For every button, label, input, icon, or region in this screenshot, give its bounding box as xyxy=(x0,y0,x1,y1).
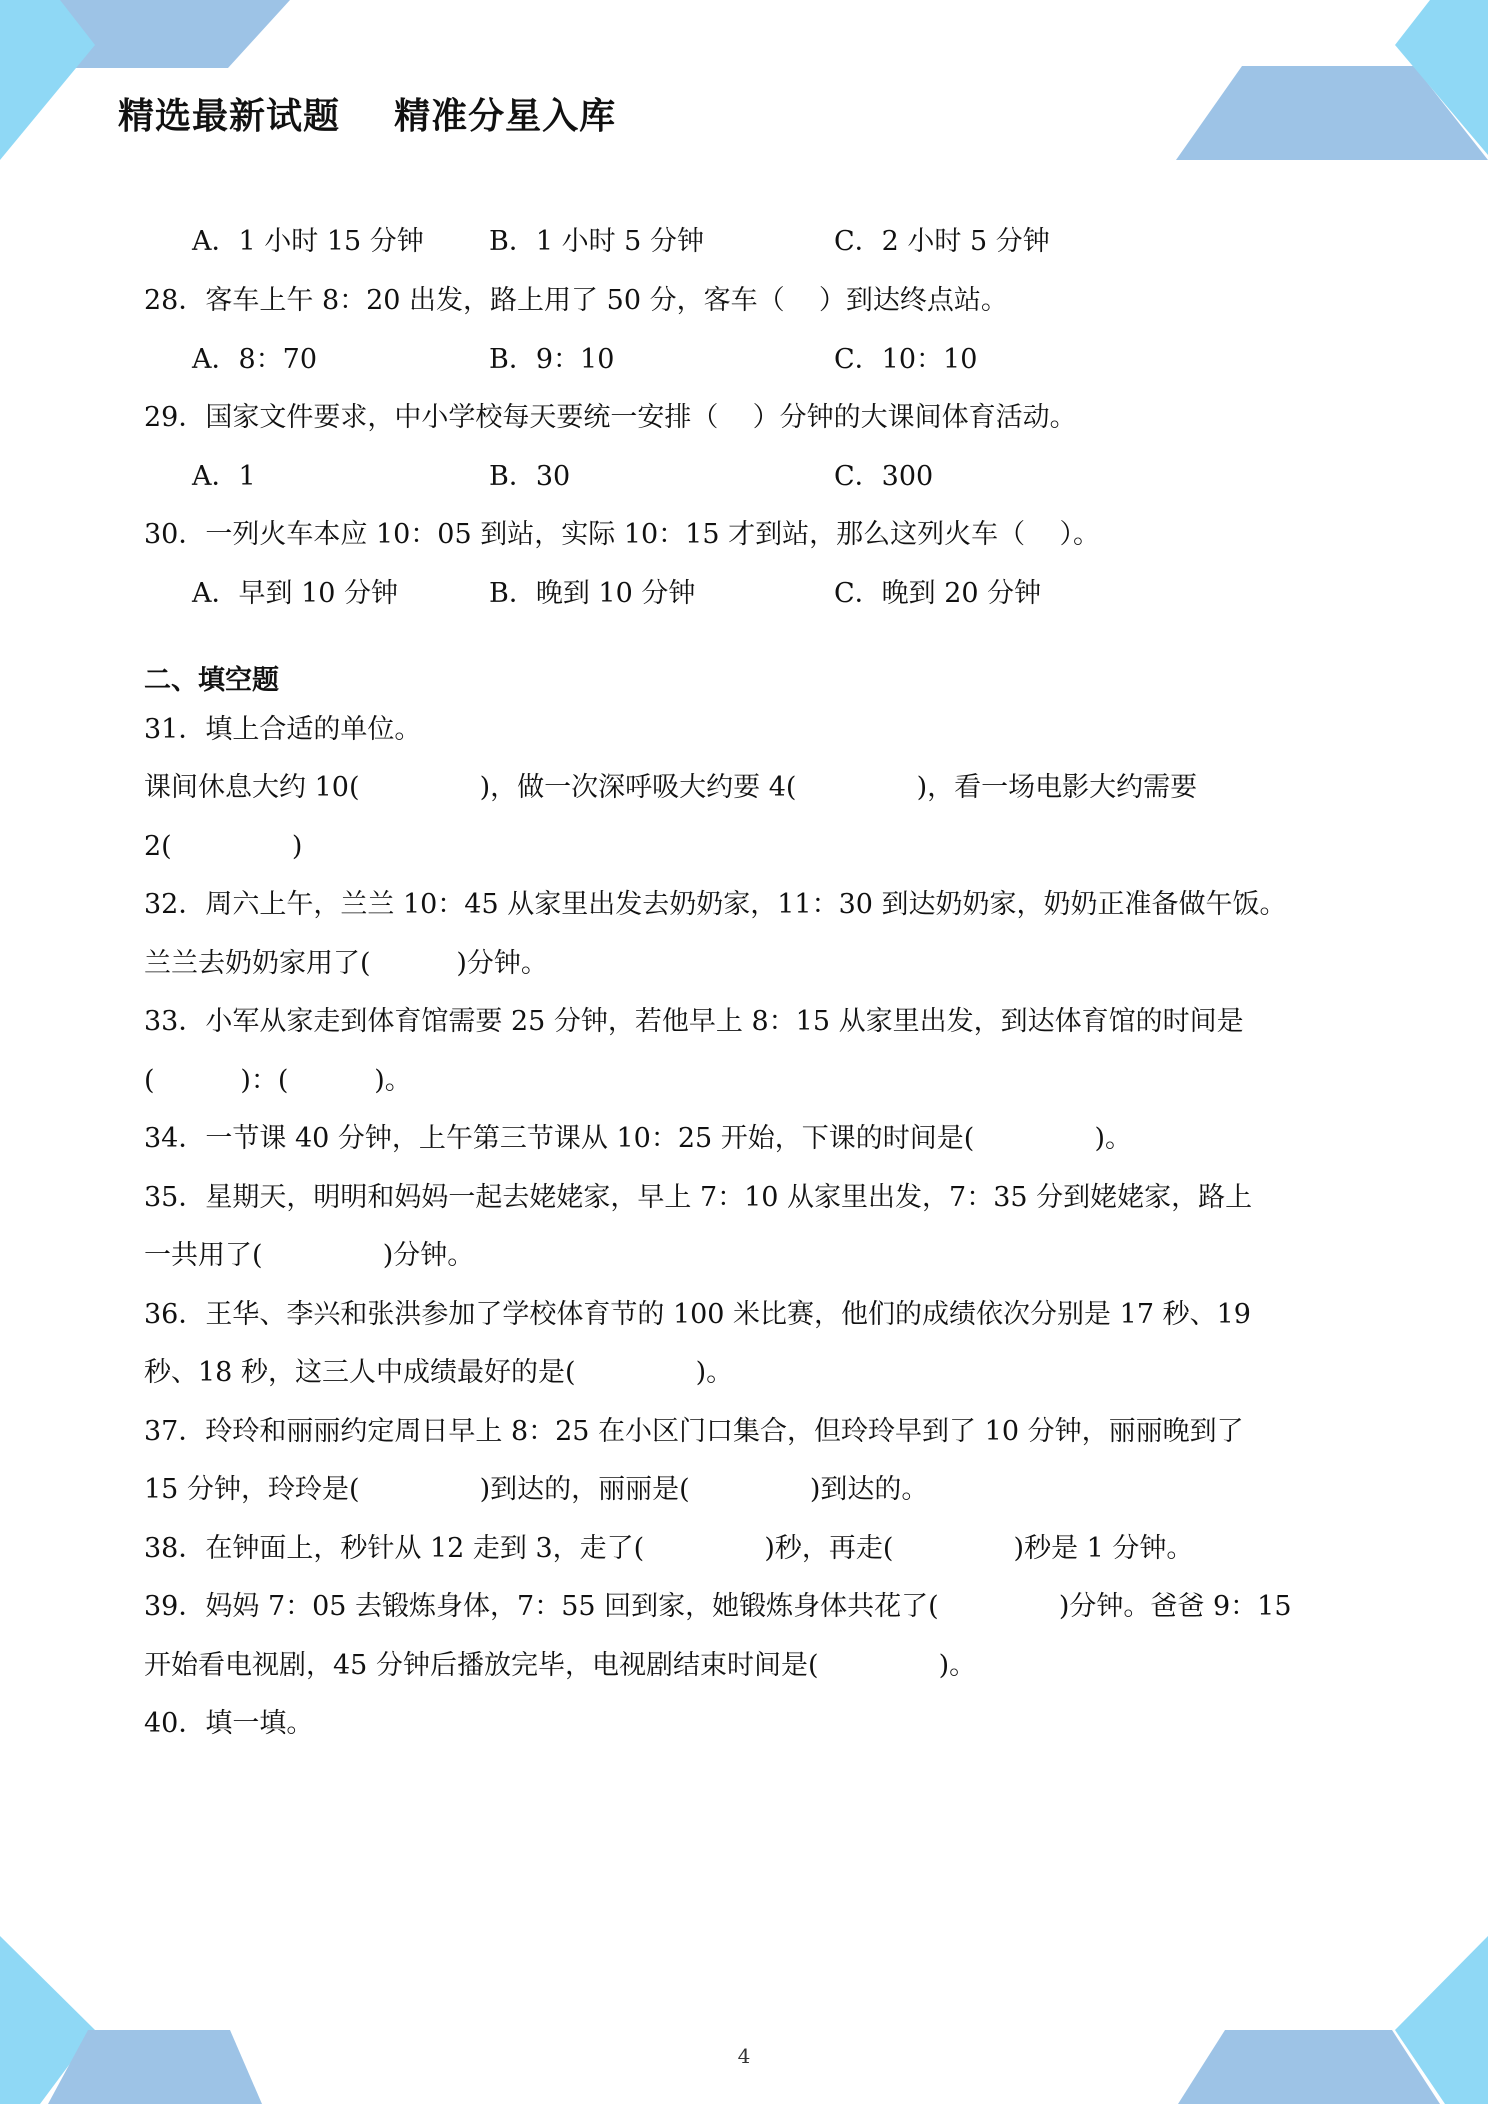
question-line: ( )：( )。 xyxy=(144,1065,412,1096)
q28-option-a: A．8：70 xyxy=(192,344,318,375)
section-title: 二、填空题 xyxy=(144,665,279,696)
q28-stem: 28．客车上午 8：20 出发，路上用了 50 分，客车（ ）到达终点站。 xyxy=(144,285,1008,316)
q27-option-c: C．2 小时 5 分钟 xyxy=(834,226,1050,257)
question-line: 32．周六上午，兰兰 10：45 从家里出发去奶奶家，11：30 到达奶奶家，奶奶正准备做午饭。 xyxy=(144,889,1287,920)
page-number: 4 xyxy=(737,2044,751,2068)
question-line: 39．妈妈 7：05 去锻炼身体，7：55 回到家，她锻炼身体共花了( )分钟。爸爸 9：15 xyxy=(144,1591,1292,1622)
question-line: 33．小军从家走到体育馆需要 25 分钟，若他早上 8：15 从家里出发，到达体育馆的时间是 xyxy=(144,1006,1244,1037)
question-line: 38．在钟面上，秒针从 12 走到 3，走了( )秒，再走( )秒是 1 分钟。 xyxy=(144,1533,1194,1564)
question-line: 36．王华、李兴和张洪参加了学校体育节的 100 米比赛，他们的成绩依次分别是 17 秒、19 xyxy=(144,1299,1251,1330)
question-line: 35．星期天，明明和妈妈一起去姥姥家，早上 7：10 从家里出发，7：35 分到姥姥家，路上 xyxy=(144,1182,1253,1213)
question-line: 课间休息大约 10( )，做一次深呼吸大约要 4( )，看一场电影大约需要 xyxy=(144,772,1198,803)
question-line: 15 分钟，玲玲是( )到达的，丽丽是( )到达的。 xyxy=(144,1474,929,1505)
q28-option-b: B．9：10 xyxy=(489,344,615,375)
question-line: 一共用了( )分钟。 xyxy=(144,1240,475,1271)
q30-option-b: B．晚到 10 分钟 xyxy=(489,578,696,609)
q29-option-b: B．30 xyxy=(489,461,571,492)
header-title: 精选最新试题 精准分星入库 xyxy=(118,96,617,137)
question-line: 秒、18 秒，这三人中成绩最好的是( )。 xyxy=(144,1357,734,1388)
question-line: 开始看电视剧，45 分钟后播放完毕，电视剧结束时间是( )。 xyxy=(144,1650,977,1681)
question-line: 31．填上合适的单位。 xyxy=(144,714,422,745)
q29-option-c: C．300 xyxy=(834,461,934,492)
question-line: 兰兰去奶奶家用了( )分钟。 xyxy=(144,948,548,979)
question-line: 37．玲玲和丽丽约定周日早上 8：25 在小区门口集合，但玲玲早到了 10 分钟，丽丽晚到了 xyxy=(144,1416,1244,1447)
q30-option-c: C．晚到 20 分钟 xyxy=(834,578,1042,609)
question-line: 40．填一填。 xyxy=(144,1708,314,1739)
question-line: 34．一节课 40 分钟，上午第三节课从 10：25 开始，下课的时间是( )。 xyxy=(144,1123,1132,1154)
q28-option-c: C．10：10 xyxy=(834,344,978,375)
q29-option-a: A．1 xyxy=(192,461,256,492)
q27-option-a: A．1 小时 15 分钟 xyxy=(192,226,424,257)
q30-option-a: A．早到 10 分钟 xyxy=(192,578,399,609)
q30-stem: 30．一列火车本应 10：05 到站，实际 10：15 才到站，那么这列火车（ ）。 xyxy=(144,519,1100,550)
q29-stem: 29．国家文件要求，中小学校每天要统一安排（ ）分钟的大课间体育活动。 xyxy=(144,402,1077,433)
q27-option-b: B．1 小时 5 分钟 xyxy=(489,226,704,257)
question-line: 2( ) xyxy=(144,831,303,862)
